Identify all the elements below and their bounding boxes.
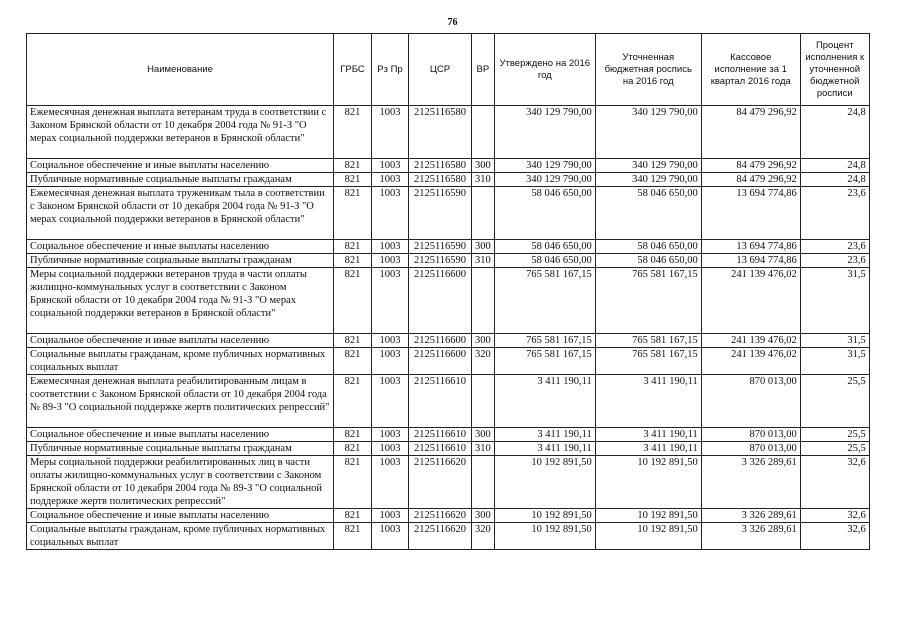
col-header-rzpr: Рз Пр [372,34,409,106]
cell-percent: 23,6 [800,187,869,240]
cell-cash: 241 139 476,02 [701,334,800,348]
cell-name: Публичные нормативные социальные выплаты гражданам [27,254,334,268]
cell-cash: 13 694 774,86 [701,240,800,254]
cell-approved: 3 411 190,11 [494,375,595,428]
cell-percent: 31,5 [800,348,869,375]
cell-cash: 13 694 774,86 [701,254,800,268]
col-header-vr: ВР [472,34,495,106]
table-row [27,106,870,159]
cell-csr: 2125116620 [409,523,472,550]
col-header-cash: Кассовое исполнение за 1 квартал 2016 года [701,34,800,106]
cell-grbs: 821 [334,375,372,428]
table-row [27,523,870,550]
cell-percent: 25,5 [800,375,869,428]
cell-grbs: 821 [334,428,372,442]
cell-approved: 340 129 790,00 [494,173,595,187]
cell-grbs: 821 [334,442,372,456]
cell-percent: 24,8 [800,159,869,173]
cell-name: Ежемесячная денежная выплата реабилитированным лицам в соответствии с Законом Брянской области от 10 декабря 2004 года № 89-З "О социальной поддержке жертв политических репрессий" [27,375,334,428]
cell-rzpr: 1003 [372,509,409,523]
cell-rzpr: 1003 [372,442,409,456]
cell-cash: 84 479 296,92 [701,106,800,159]
table-row [27,428,870,442]
cell-cash: 13 694 774,86 [701,187,800,240]
table-row [27,442,870,456]
cell-csr: 2125116620 [409,509,472,523]
cell-rzpr: 1003 [372,173,409,187]
table-row [27,254,870,268]
cell-grbs: 821 [334,348,372,375]
cell-refined: 3 411 190,11 [595,442,701,456]
cell-cash: 3 326 289,61 [701,523,800,550]
cell-approved: 765 581 167,15 [494,334,595,348]
cell-vr: 300 [472,509,495,523]
cell-csr: 2125116610 [409,442,472,456]
cell-percent: 32,6 [800,456,869,509]
cell-vr [472,456,495,509]
cell-vr: 320 [472,523,495,550]
cell-name: Публичные нормативные социальные выплаты гражданам [27,173,334,187]
cell-name: Социальное обеспечение и иные выплаты населению [27,334,334,348]
table-body [27,106,870,550]
cell-grbs: 821 [334,523,372,550]
cell-percent: 32,6 [800,509,869,523]
cell-refined: 10 192 891,50 [595,456,701,509]
col-header-grbs: ГРБС [334,34,372,106]
cell-percent: 24,8 [800,173,869,187]
cell-approved: 10 192 891,50 [494,456,595,509]
cell-vr [472,106,495,159]
cell-rzpr: 1003 [372,106,409,159]
cell-grbs: 821 [334,254,372,268]
cell-approved: 340 129 790,00 [494,106,595,159]
cell-cash: 870 013,00 [701,375,800,428]
cell-refined: 765 581 167,15 [595,334,701,348]
cell-vr [472,187,495,240]
cell-csr: 2125116580 [409,106,472,159]
cell-rzpr: 1003 [372,348,409,375]
table-row [27,268,870,334]
table-row [27,456,870,509]
cell-refined: 10 192 891,50 [595,523,701,550]
cell-cash: 84 479 296,92 [701,173,800,187]
cell-grbs: 821 [334,159,372,173]
cell-refined: 340 129 790,00 [595,159,701,173]
budget-table [26,33,870,550]
cell-approved: 3 411 190,11 [494,428,595,442]
cell-name: Ежемесячная денежная выплата труженикам тыла в соответствии с Законом Брянской области от 10 декабря 2004 года № 91-З "О мерах социальной поддержки ветеранов в Брянской области" [27,187,334,240]
col-header-approved: Утверждено на 2016 год [494,34,595,106]
cell-name: Социальные выплаты гражданам, кроме публичных нормативных социальных выплат [27,523,334,550]
cell-name: Меры социальной поддержки ветеранов труда в части оплаты жилищно-коммунальных услуг в соответствии с Законом Брянской области от 10 декабря 2004 года № 91-З "О мерах социальной поддержки ветеранов в Брянской области" [27,268,334,334]
cell-rzpr: 1003 [372,268,409,334]
cell-name: Социальные выплаты гражданам, кроме публичных нормативных социальных выплат [27,348,334,375]
cell-vr: 320 [472,348,495,375]
table-row [27,187,870,240]
cell-refined: 765 581 167,15 [595,348,701,375]
cell-rzpr: 1003 [372,334,409,348]
table-row [27,240,870,254]
cell-vr: 300 [472,240,495,254]
cell-approved: 58 046 650,00 [494,254,595,268]
cell-csr: 2125116600 [409,268,472,334]
cell-rzpr: 1003 [372,375,409,428]
col-header-name: Наименование [27,34,334,106]
cell-refined: 765 581 167,15 [595,268,701,334]
cell-approved: 765 581 167,15 [494,348,595,375]
cell-percent: 32,6 [800,523,869,550]
table-row [27,334,870,348]
cell-grbs: 821 [334,509,372,523]
cell-name: Меры социальной поддержки реабилитированных лиц в части оплаты жилищно-коммунальных услуг в соответствии с Законом Брянской области от 10 декабря 2004 года № 89-З "О социальной поддержке жертв политических репрессий" [27,456,334,509]
cell-rzpr: 1003 [372,428,409,442]
page-number: 76 [447,17,458,28]
cell-refined: 58 046 650,00 [595,187,701,240]
cell-grbs: 821 [334,187,372,240]
table-row [27,509,870,523]
cell-csr: 2125116600 [409,348,472,375]
col-header-refined: Уточненная бюджетная роспись на 2016 год [595,34,701,106]
cell-grbs: 821 [334,106,372,159]
cell-csr: 2125116590 [409,240,472,254]
cell-percent: 23,6 [800,240,869,254]
cell-cash: 84 479 296,92 [701,159,800,173]
cell-cash: 3 326 289,61 [701,509,800,523]
cell-refined: 340 129 790,00 [595,173,701,187]
cell-rzpr: 1003 [372,159,409,173]
cell-vr [472,375,495,428]
cell-csr: 2125116590 [409,254,472,268]
cell-refined: 3 411 190,11 [595,375,701,428]
cell-vr: 310 [472,442,495,456]
cell-grbs: 821 [334,334,372,348]
table-row [27,159,870,173]
cell-approved: 58 046 650,00 [494,240,595,254]
col-header-percent: Процент исполнения к уточненной бюджетной росписи [800,34,869,106]
cell-approved: 3 411 190,11 [494,442,595,456]
cell-cash: 241 139 476,02 [701,268,800,334]
cell-grbs: 821 [334,456,372,509]
cell-percent: 25,5 [800,442,869,456]
cell-rzpr: 1003 [372,456,409,509]
table-row [27,173,870,187]
cell-rzpr: 1003 [372,187,409,240]
cell-rzpr: 1003 [372,523,409,550]
cell-vr [472,268,495,334]
cell-cash: 241 139 476,02 [701,348,800,375]
cell-grbs: 821 [334,173,372,187]
cell-percent: 31,5 [800,268,869,334]
cell-refined: 58 046 650,00 [595,254,701,268]
cell-csr: 2125116620 [409,456,472,509]
cell-vr: 300 [472,428,495,442]
cell-percent: 23,6 [800,254,869,268]
cell-approved: 340 129 790,00 [494,159,595,173]
cell-vr: 300 [472,159,495,173]
cell-approved: 10 192 891,50 [494,523,595,550]
cell-csr: 2125116610 [409,428,472,442]
cell-name: Социальное обеспечение и иные выплаты населению [27,159,334,173]
cell-rzpr: 1003 [372,240,409,254]
cell-cash: 870 013,00 [701,442,800,456]
cell-cash: 870 013,00 [701,428,800,442]
cell-refined: 58 046 650,00 [595,240,701,254]
cell-name: Социальное обеспечение и иные выплаты населению [27,428,334,442]
table-row [27,348,870,375]
col-header-csr: ЦСР [409,34,472,106]
cell-csr: 2125116580 [409,159,472,173]
cell-grbs: 821 [334,240,372,254]
cell-rzpr: 1003 [372,254,409,268]
cell-vr: 310 [472,173,495,187]
cell-csr: 2125116600 [409,334,472,348]
cell-vr: 310 [472,254,495,268]
cell-approved: 10 192 891,50 [494,509,595,523]
cell-approved: 765 581 167,15 [494,268,595,334]
cell-refined: 340 129 790,00 [595,106,701,159]
cell-refined: 10 192 891,50 [595,509,701,523]
cell-percent: 25,5 [800,428,869,442]
table-header-row [27,34,870,106]
table-row [27,375,870,428]
cell-grbs: 821 [334,268,372,334]
cell-name: Социальное обеспечение и иные выплаты населению [27,240,334,254]
cell-percent: 24,8 [800,106,869,159]
cell-refined: 3 411 190,11 [595,428,701,442]
cell-percent: 31,5 [800,334,869,348]
cell-name: Социальное обеспечение и иные выплаты населению [27,509,334,523]
cell-csr: 2125116590 [409,187,472,240]
cell-csr: 2125116580 [409,173,472,187]
cell-cash: 3 326 289,61 [701,456,800,509]
cell-name: Ежемесячная денежная выплата ветеранам труда в соответствии с Законом Брянской области от 10 декабря 2004 года № 91-З "О мерах социальной поддержки ветеранов в Брянской области" [27,106,334,159]
cell-vr: 300 [472,334,495,348]
cell-csr: 2125116610 [409,375,472,428]
cell-approved: 58 046 650,00 [494,187,595,240]
cell-name: Публичные нормативные социальные выплаты гражданам [27,442,334,456]
